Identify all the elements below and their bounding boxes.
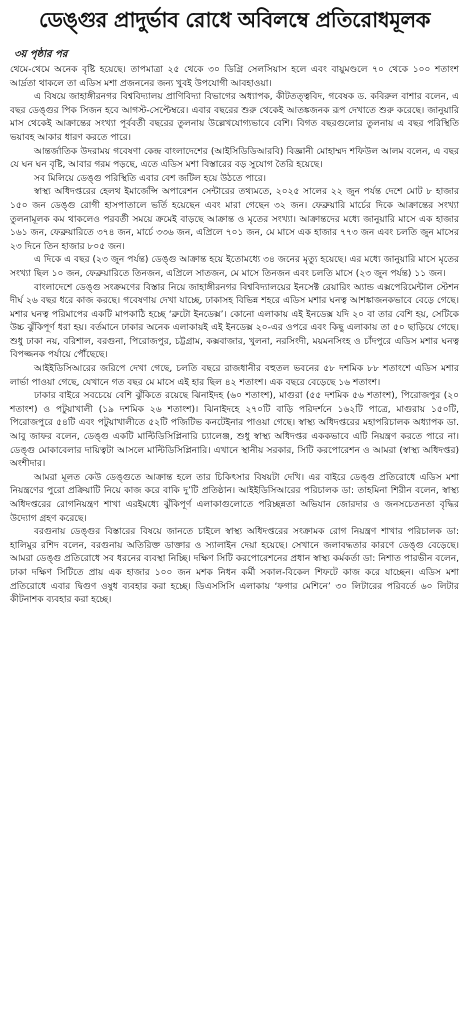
paragraph: থেমে-থেমে অনেক বৃষ্টি হয়েছে। তাপমাত্রা ২৫ থেকে ৩০ ডিগ্রি সেলসিয়াস হলে এবং বায়ুমণ্ডলে ৭০ থেকে ১০০ শতাংশ আর্দ্রতা থাকলে তা এডিস মশা প্রজননের জন্য খুবই উপযোগী আবহাওয়া।	[10, 65, 459, 89]
paragraph: আইইডিসিআরের জরিপে দেখা গেছে, চলতি বছরে রাজধানীর বহুতল ভবনের ৫৮ দশমিক ৮৮ শতাংশে এডিস মশার লার্ভা পাওয়া গেছে, যেখানে গত বছর মে মাসে এই হার ছিল ৪২ শতাংশ। এক বছরে বেড়েছে ১৬ শতাংশ।	[10, 364, 459, 388]
paragraph: আমরা মূলত কেউ ডেঙ্গুতে আক্রান্ত হলে তার চিকিৎসার বিষয়টা দেখি। এর বাইরে ডেঙ্গু প্রতিরোধে এডিস মশা নিয়ন্ত্রণের পুরো প্রক্রিয়াটি নিয়ে কাজ করে বাকি দু’টি প্রতিষ্ঠান। আইইডিসিআরের পরিচালক ডা: তাহমিনা শিরীন বলেন, স্বাস্থ্য অধিদপ্তরের রোগনিয়ন্ত্রণ শাখা এরইমধ্যে ঝুঁকিপূর্ণ এলাকাগুলোতে পরিচ্ছন্নতা অভিযান জোরদার ও জনসচেতনতা বৃদ্ধির উদ্যোগ গ্রহণ করেছে।	[10, 472, 459, 524]
paragraph: স্বাস্থ্য অধিদপ্তরের হেলথ ইমার্জেন্সি অপারেশন সেন্টারের তথ্যমতে, ২০২৫ সালের ২২ জুন পর্যন্ত দেশে মোট ৮ হাজার ১৫০ জন ডেঙ্গু রোগী হাসপাতালে ভর্তি হয়েছেন এবং মারা গেছেন ৩২ জন। ফেব্রুয়ারি মার্চের দিকে আক্রান্তের সংখ্যা তুলনামূলক কম থাকলেও পরবর্তী সময়ে ক্রমেই বাড়ছে আক্রান্ত ও মৃতের সংখ্যা। আক্রান্তদের মধ্যে জানুয়ারি মাসে এক হাজার ১৬১ জন, ফেব্রুয়ারিতে ৩৭৪ জন, মার্চে ৩৩৬ জন, এপ্রিলে ৭০১ জন, মে মাসে এক হাজার ৭৭৩ জন এবং চলতি জুন মাসের ২৩ দিনে তিন হাজার ৮০৫ জন।	[10, 187, 459, 252]
continued-from-label: ৩য় পৃষ্ঠার পর	[14, 49, 68, 60]
paragraph: ঢাকার বাইরে সবচেয়ে বেশি ঝুঁকিতে রয়েছে ঝিনাইদহ (৬০ শতাংশ), মাগুরা (৫৫ দশমিক ৫৬ শতাংশ), পিরোজপুর (২০ শতাংশ) ও পটুয়াখালী (১৯ দশমিক ২৬ শতাংশ)। ঝিনাইদহে ২৭০টি বাড়ি পরিদর্শনে ১৬২টি পাত্রে, মাগুরায় ১৫০টি, পিরোজপুরে ৫৪টি এবং পটুয়াখালীতে ৫২টি পজিটিভ কনটেইনার পাওয়া গেছে। স্বাস্থ্য অধিদপ্তরের মহাপরিচালক অধ্যাপক ডা. আবু জাফর বলেন, ডেঙ্গু একটি মাল্টিডিসিপ্লিনারি চ্যালেঞ্জ, শুধু স্বাস্থ্য অধিদপ্তর এককভাবে এটি নিয়ন্ত্রণ করতে পারে না। ডেঙ্গু মোকাবেলার দায়িত্বটা আসলে মাল্টিডিসিপ্লিনারি। এখানে স্থানীয় সরকার, সিটি করপোরেশন ও আমরা (স্বাস্থ্য অধিদপ্তর) অংশীদার।	[10, 391, 459, 470]
paragraph: আন্তর্জাতিক উদরাময় গবেষণা কেন্দ্র বাংলাদেশের (আইসিডিডিআরবি) বিজ্ঞানী মোহাম্মদ শফিউল আলম বলেন, এ বছর যে ঘন ঘন বৃষ্টি, আবার গরম পড়ছে, এতে এডিস মশা বিস্তারের বড় সুযোগ তৈরি হয়েছে।	[10, 146, 459, 171]
paragraph: বাংলাদেশে ডেঙ্গু সংক্রমণের বিস্তার নিয়ে জাহাঙ্গীরনগর বিশ্ববিদ্যালয়ের ইনসেক্ট রেয়ারিং অ্যান্ড এক্সপেরিমেন্টাল স্টেশন দীর্ঘ ২৬ বছর ধরে কাজ করছে। গবেষণায় দেখা যাচ্ছে, ঢাকাসহ বিভিন্ন শহরে এডিস মশার ঘনত্ব আশঙ্কাজনকভাবে বেড়ে গেছে। মশার ঘনত্ব পরিমাপের একটি মাপকাঠি হচ্ছে ‘ব্রুটো ইনডেক্স’। কোনো এলাকায় এই ইনডেক্স যদি ২০ বা তার বেশি হয়, সেটিকে উচ্চ ঝুঁকিপূর্ণ ধরা হয়। বর্তমানে ঢাকার অনেক এলাকায়ই এই ইনডেক্স ২০-এর ওপরে এবং কিছু এলাকায় তা ৫০ ছাড়িয়ে গেছে। শুধু ঢাকা নয়, বরিশাল, বরগুনা, পিরোজপুর, চট্টগ্রাম, কক্সবাজার, খুলনা, নরসিংদী, ময়মনসিংহ ও চাঁদপুরে এডিস মশার ঘনত্ব বিপজ্জনক পর্যায়ে পৌঁছেছে।	[10, 282, 459, 361]
paragraph: এ দিকে এ বছর (২৩ জুন পর্যন্ত) ডেঙ্গু আক্রান্ত হয়ে ইতোমধ্যে ৩৪ জনের মৃত্যু হয়েছে। এর মধ্যে জানুয়ারি মাসে মৃতের সংখ্যা ছিল ১০ জন, ফেব্রুয়ারিতে তিনজন, এপ্রিলে সাতজন, মে মাসে তিনজন এবং চলতি মাসে (২৩ জুন পর্যন্ত) ১১ জন।	[10, 255, 459, 279]
headline: ডেঙ্গুর প্রাদুর্ভাব রোধে অবিলম্বে প্রতিরোধমূলক	[38, 8, 431, 32]
paragraph: এ বিষয়ে জাহাঙ্গীরনগর বিশ্ববিদ্যালয় প্রাণিবিদ্যা বিভাগের অধ্যাপক, কীটতত্ত্ববিদ, গবেষক ড. কবিরুল বাশার বলেন, এ বছর ডেঙ্গুর পিক সিজন হবে আগস্ট-সেপ্টেম্বরে। এবার বছরের শুরু থেকেই আতঙ্কজনক রূপ দেখাতে শুরু করেছে। জানুয়ারি মাস থেকেই আক্রান্তের সংখ্যা পূর্ববর্তী বছরের তুলনায় উল্লেখযোগ্যভাবে বেশি। বিগত বছরগুলোর তুলনায় এ বছর পরিস্থিতি ভয়াবহ আকার ধারণ করতে পারে।	[10, 92, 459, 143]
article-body	[10, 64, 459, 608]
paragraph: সব মিলিয়ে ডেঙ্গু পরিস্থিতি এবার বেশ জটিল হয়ে উঠতে পারে।	[34, 173, 267, 184]
paragraph: বরগুনায় ডেঙ্গুর বিস্তারের বিষয়ে জানতে চাইলে স্বাস্থ্য অধিদপ্তরের সংক্রামক রোগ নিয়ন্ত্রণ শাখার পরিচালক ডা: হালিমুর রশিদ বলেন, বরগুনায় অতিরিক্ত ডাক্তার ও স্যালাইন দেয়া হয়েছে। সেখানে জলাবদ্ধতার কারণে ডেঙ্গু বেড়েছে। আমরা ডেঙ্গু প্রতিরোধে সব ধরনের ব্যবস্থা নিচ্ছি। দক্ষিণ সিটি করপোরেশনের প্রধান স্বাস্থ্য কর্মকর্তা ডা: নিশাত পারভীন বলেন, ঢাকা দক্ষিণ সিটিতে প্রায় এক হাজার ১০০ জন মশক নিধন কর্মী সকাল-বিকেল শিফটে কাজ করে যাচ্ছেন। এডিস মশা প্রতিরোধে এবার দ্বিগুণ ওষুধ ব্যবহার করা হচ্ছে। ডিএসসিসি এলাকায় ‘ফগার মেশিনে’ ৩০ লিটারের পরিবর্তে ৬০ লিটার কীটনাশক ব্যবহার করা হচ্ছে।	[10, 527, 459, 606]
